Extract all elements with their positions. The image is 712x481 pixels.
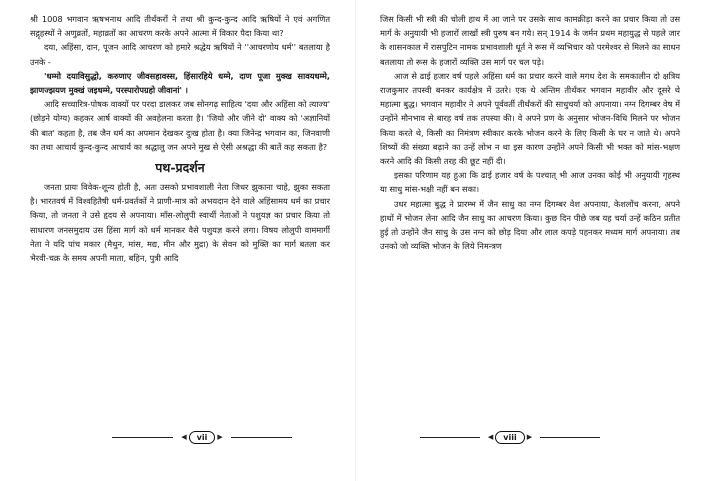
triangle-left-icon: ◀	[181, 432, 187, 441]
prakrit-quote: 'धम्मो दयाविसुद्धो, करुणाए जीवसहावस्स, हिंसारहिये धम्मे, दाण पूजा मुक्ख सावयधम्मे, झाणज्झयण मुक्खं जइधम्मे, परस्पारोपग्रहो जीवानां' ।	[30, 70, 330, 96]
left-paragraph-4: जनता प्रायः विवेक-शून्य होती है, अतः उसको प्रभावशाली नेता जिधर झुकाना चाहे, झुका सकता है। भारतवर्ष में विश्वहितैषी धर्म-प्रवर्तकों ने प्राणी-मात्र को अभयदान देने वाले अहिंसामय धर्म का प्रचार किया, तो जनता ने उसे हृदय से अपनाया। माँस-लोलुपी स्वार्थी नेताओं ने पशुयज्ञ का प्रचार किया तो साधारण जनसमुदाय उस हिंसा मार्ग को धर्म मानकर वैसे पशुयज्ञ करने लगा। विषय लोलुपी वाममार्गी नेता ने यदि पांच मकार (मैथुन, मांस, मद्य, मीन और मुद्रा) के सेवन को मुक्ति का मार्ग बतला कर भैरवी-चक्र के समय अपनी माता, बहिन, पुत्री आदि	[30, 182, 330, 264]
left-paragraph-3: आदि सच्चारित्र-पोषक वाक्यों पर परदा डालकर जब सोनगढ़ साहित्य 'दया और अहिंसा को त्याज्य' (छोड़ने योग्य) कहकर आर्ष वाक्यों की अवहेलना करता है। 'जियो और जीने दो' वाक्य को 'अज्ञानियों की बात' कहता है, तब जैन धर्म का अपमान देखकर दुःख होता है। क्या जिनेन्द्र भगवान का, जिनवाणी का तथा आचार्य कुन्द-कुन्द आचार्य का श्रद्धालु जन अपने मुख से ऐसी अश्रद्धा की बातें कह सकता है?	[30, 99, 330, 152]
footer-rule-left	[420, 437, 480, 438]
book-gutter	[355, 0, 356, 481]
triangle-left-icon: ◀	[487, 432, 494, 441]
triangle-right-icon: ▶	[526, 432, 533, 441]
triangle-right-icon: ▶	[217, 432, 223, 441]
footer-rule-right	[540, 437, 600, 438]
left-paragraph-2: दया, अहिंसा, दान, पूजन आदि आचरण को हमारे श्रद्धेय ऋषियों ने ''आचरणोय धर्म'' बतलाया है उनके -	[30, 42, 330, 67]
page-number-badge	[181, 431, 222, 444]
left-page	[30, 12, 330, 265]
footer-rule-left	[112, 437, 173, 438]
page-number-right: viii	[495, 431, 524, 444]
footer-rule-right	[231, 437, 292, 438]
right-page-footer	[420, 430, 600, 444]
right-paragraph-3: इसका परिणाम यह हुआ कि ढाई हजार वर्ष के पश्चात् भी आज उनका कोई भी अनुयायी गृहस्थ या साधु मांस-भक्षी नहीं बन सका।	[380, 170, 680, 195]
section-heading: पथ-प्रदर्शन	[155, 160, 205, 176]
right-page	[380, 12, 680, 253]
left-paragraph-1: श्री 1008 भगवान ऋषभनाथ आदि तीर्थंकरों ने तथा श्री कुन्द-कुन्द आदि ऋषियों ने एवं अगणित सद्गृहस्थों ने अणुव्रतों, महाव्रतों का आचरण करके अपने आत्मा में विकार पैदा किया था?	[30, 14, 330, 39]
page-number-badge	[488, 431, 532, 444]
page-number-left: vii	[189, 431, 216, 444]
left-page-footer	[112, 430, 292, 444]
right-paragraph-2: आज से ढाई हजार वर्ष पहले अहिंसा धर्म का प्रचार करने वाले मगध देश के समकालीन दो क्षत्रिय राजकुमार तपस्वी बनकर कार्यक्षेत्र में उतरे। एक थे अन्तिम तीर्थंकर भगवान महावीर और दूसरे थे महात्मा बुद्ध। भगवान महावीर ने अपने पूर्ववर्ती तीर्थंकरों की साधुचर्या को अपनाया। नग्न दिगम्बर वेष में उन्होंने मौनभाव से बारह वर्ष तक तपस्या की। वे अपने प्रण के अनुसार भोजन-विधि मिलने पर भोजन किया करते थे, किसी का निमंत्रण स्वीकार करके भोजन करने के लिए किसी के घर न जाते थे। अपने शिष्यों की संख्या बढ़ाने का उन्हें लोभ न था इस कारण उन्होंने अपने किसी भी भक्त को मांस-भक्षण करने आदि की किसी तरह की छूट नहीं दी।	[380, 70, 680, 167]
right-paragraph-4: उधर महात्मा बुद्ध ने प्रारम्भ में जैन साधु का नग्न दिगम्बर वेश अपनाया, केशलोंच करना, अपने हाथों में भोजन लेना आदि जैन साधु का आचरण किया। कुछ दिन पीछे जब यह चर्या उन्हें कठिन प्रतीत हुई तो उन्होंने जैन साधु के उस नग्न को छोड़ दिया और लाल कपड़े पहनकर मध्यम मार्ग अपनाया। तब उनको जो व्यक्ति भोजन के लिये निमन्त्रण	[380, 198, 680, 252]
right-paragraph-1: जिस किसी भी स्त्री की चोली हाथ में आ जाने पर उसके साथ कामक्रीड़ा करने का प्रचार किया तो उस मार्ग के अनुयायी भी हजारों लाखों स्त्री पुरुष बन गये। सन् 1914 के जर्मन प्रथम महायुद्ध से पहले जार के शासनकाल में रासपुटिन नामक प्रभावशाली धूर्त ने रूस में व्यभिचार को परमेश्वर से मिलने का साधन बतलाया तो रूस के हजारों व्यक्ति उस मार्ग पर चल पड़े।	[380, 14, 680, 67]
